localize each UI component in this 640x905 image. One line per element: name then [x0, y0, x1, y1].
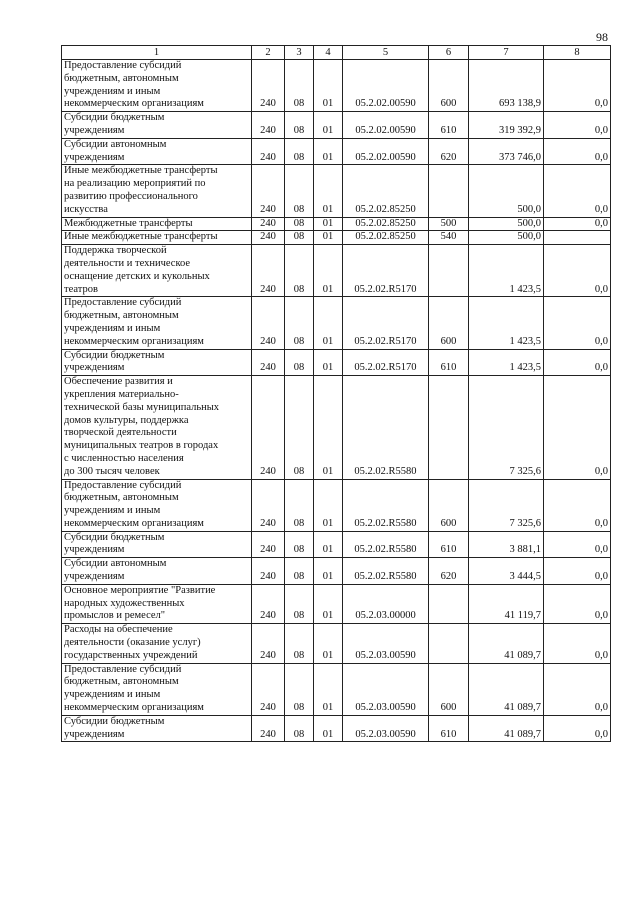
amount-cell-2: 0,0 [544, 349, 611, 376]
code-column-5: 05.2.02.85250 [343, 217, 429, 231]
amount-cell: 41 089,7 [469, 663, 544, 715]
table-row [62, 245, 611, 297]
code-column-6: 600 [429, 479, 469, 531]
amount-cell: 500,0 [469, 165, 544, 217]
code-column-3: 08 [285, 138, 314, 165]
code-column-6: 600 [429, 663, 469, 715]
amount-cell: 7 325,6 [469, 479, 544, 531]
code-column-4: 01 [314, 217, 343, 231]
code-column-3: 08 [285, 349, 314, 376]
code-column-5: 05.2.02.R5170 [343, 297, 429, 349]
code-column-4: 01 [314, 531, 343, 558]
code-column-2: 240 [252, 112, 285, 139]
amount-cell-2: 0,0 [544, 112, 611, 139]
code-column-3: 08 [285, 663, 314, 715]
code-column-4: 01 [314, 297, 343, 349]
code-column-5: 05.2.02.R5170 [343, 349, 429, 376]
amount-cell-2: 0,0 [544, 531, 611, 558]
row-name: Предоставление субсидий бюджетным, автономным учреждениям и иным некоммерческим организациям [62, 297, 252, 349]
amount-cell: 41 119,7 [469, 584, 544, 623]
table-row [62, 112, 611, 139]
amount-cell-2: 0,0 [544, 217, 611, 231]
table-row [62, 60, 611, 112]
amount-cell-2: 0,0 [544, 60, 611, 112]
row-name: Предоставление субсидий бюджетным, автономным учреждениям и иным некоммерческим организациям [62, 60, 252, 112]
row-name: Субсидии бюджетным учреждениям [62, 112, 252, 139]
table-row [62, 217, 611, 231]
amount-cell: 3 881,1 [469, 531, 544, 558]
code-column-4: 01 [314, 138, 343, 165]
budget-table [61, 45, 611, 742]
code-column-3: 08 [285, 60, 314, 112]
code-column-6: 620 [429, 138, 469, 165]
code-column-2: 240 [252, 715, 285, 742]
code-column-6: 540 [429, 231, 469, 245]
code-column-3: 08 [285, 112, 314, 139]
row-name: Межбюджетные трансферты [62, 217, 252, 231]
amount-cell: 1 423,5 [469, 245, 544, 297]
amount-cell: 1 423,5 [469, 349, 544, 376]
code-column-4: 01 [314, 584, 343, 623]
code-column-6: 600 [429, 60, 469, 112]
amount-cell-2: 0,0 [544, 663, 611, 715]
table-row [62, 558, 611, 585]
table-row [62, 531, 611, 558]
code-column-3: 08 [285, 479, 314, 531]
page-number: 98 [596, 30, 608, 44]
amount-cell-2: 0,0 [544, 715, 611, 742]
amount-cell-2: 0,0 [544, 479, 611, 531]
table-row [62, 138, 611, 165]
table-row [62, 231, 611, 245]
code-column-5: 05.2.03.00590 [343, 663, 429, 715]
code-column-2: 240 [252, 60, 285, 112]
code-column-2: 240 [252, 531, 285, 558]
amount-cell-2: 0,0 [544, 297, 611, 349]
amount-cell-2: 0,0 [544, 558, 611, 585]
code-column-4: 01 [314, 558, 343, 585]
table-row [62, 165, 611, 217]
code-column-5: 05.2.02.85250 [343, 231, 429, 245]
row-name: Субсидии бюджетным учреждениям [62, 349, 252, 376]
code-column-4: 01 [314, 479, 343, 531]
amount-cell-2: 0,0 [544, 584, 611, 623]
row-name: Субсидии автономным учреждениям [62, 558, 252, 585]
code-column-4: 01 [314, 663, 343, 715]
code-column-5: 05.2.02.00590 [343, 60, 429, 112]
column-header: 1 [62, 46, 252, 60]
code-column-5: 05.2.03.00000 [343, 584, 429, 623]
table-row [62, 584, 611, 623]
code-column-5: 05.2.02.85250 [343, 165, 429, 217]
code-column-6: 620 [429, 558, 469, 585]
code-column-2: 240 [252, 479, 285, 531]
row-name: Расходы на обеспечение деятельности (оказание услуг) государственных учреждений [62, 624, 252, 663]
code-column-2: 240 [252, 376, 285, 479]
code-column-2: 240 [252, 624, 285, 663]
table-row [62, 624, 611, 663]
row-name: Предоставление субсидий бюджетным, автономным учреждениям и иным некоммерческим организациям [62, 663, 252, 715]
code-column-6: 610 [429, 349, 469, 376]
code-column-2: 240 [252, 297, 285, 349]
code-column-4: 01 [314, 60, 343, 112]
row-name: Иные межбюджетные трансферты [62, 231, 252, 245]
code-column-6 [429, 245, 469, 297]
row-name: Субсидии бюджетным учреждениям [62, 715, 252, 742]
code-column-6: 610 [429, 715, 469, 742]
code-column-3: 08 [285, 558, 314, 585]
code-column-2: 240 [252, 663, 285, 715]
amount-cell: 500,0 [469, 231, 544, 245]
code-column-4: 01 [314, 624, 343, 663]
table-row [62, 297, 611, 349]
code-column-5: 05.2.02.R5580 [343, 558, 429, 585]
code-column-4: 01 [314, 112, 343, 139]
amount-cell-2: 0,0 [544, 138, 611, 165]
code-column-2: 240 [252, 584, 285, 623]
code-column-3: 08 [285, 231, 314, 245]
amount-cell: 1 423,5 [469, 297, 544, 349]
code-column-6: 500 [429, 217, 469, 231]
code-column-6: 600 [429, 297, 469, 349]
code-column-6 [429, 584, 469, 623]
code-column-3: 08 [285, 245, 314, 297]
row-name: Иные межбюджетные трансферты на реализацию мероприятий по развитию профессионального искусства [62, 165, 252, 217]
column-header: 7 [469, 46, 544, 60]
column-header: 8 [544, 46, 611, 60]
code-column-5: 05.2.02.00590 [343, 112, 429, 139]
table-row [62, 376, 611, 479]
code-column-3: 08 [285, 376, 314, 479]
code-column-2: 240 [252, 165, 285, 217]
column-header: 3 [285, 46, 314, 60]
row-name: Обеспечение развития и укрепления материально- технической базы муниципальных домов культуры, поддержка творческой деятельности муниципальных театров в городах с численностью населения до 300 тысяч человек [62, 376, 252, 479]
column-header: 6 [429, 46, 469, 60]
amount-cell-2: 0,0 [544, 165, 611, 217]
table-row [62, 349, 611, 376]
code-column-3: 08 [285, 531, 314, 558]
code-column-5: 05.2.02.R5580 [343, 376, 429, 479]
amount-cell: 693 138,9 [469, 60, 544, 112]
amount-cell: 41 089,7 [469, 715, 544, 742]
amount-cell: 373 746,0 [469, 138, 544, 165]
code-column-5: 05.2.02.R5170 [343, 245, 429, 297]
amount-cell-2: 0,0 [544, 376, 611, 479]
amount-cell-2: 0,0 [544, 624, 611, 663]
table-row [62, 479, 611, 531]
code-column-4: 01 [314, 165, 343, 217]
code-column-3: 08 [285, 624, 314, 663]
row-name: Субсидии автономным учреждениям [62, 138, 252, 165]
code-column-6 [429, 165, 469, 217]
code-column-3: 08 [285, 715, 314, 742]
code-column-3: 08 [285, 165, 314, 217]
code-column-6 [429, 376, 469, 479]
amount-cell: 500,0 [469, 217, 544, 231]
amount-cell: 319 392,9 [469, 112, 544, 139]
amount-cell-2: 0,0 [544, 245, 611, 297]
amount-cell: 7 325,6 [469, 376, 544, 479]
table-row [62, 663, 611, 715]
code-column-5: 05.2.03.00590 [343, 624, 429, 663]
row-name: Предоставление субсидий бюджетным, автономным учреждениям и иным некоммерческим организациям [62, 479, 252, 531]
code-column-6 [429, 624, 469, 663]
code-column-3: 08 [285, 297, 314, 349]
code-column-4: 01 [314, 715, 343, 742]
row-name: Поддержка творческой деятельности и техническое оснащение детских и кукольных театров [62, 245, 252, 297]
code-column-3: 08 [285, 217, 314, 231]
code-column-2: 240 [252, 558, 285, 585]
code-column-5: 05.2.03.00590 [343, 715, 429, 742]
code-column-5: 05.2.02.R5580 [343, 531, 429, 558]
code-column-4: 01 [314, 349, 343, 376]
code-column-2: 240 [252, 217, 285, 231]
code-column-5: 05.2.02.R5580 [343, 479, 429, 531]
row-name: Субсидии бюджетным учреждениям [62, 531, 252, 558]
code-column-6: 610 [429, 112, 469, 139]
row-name: Основное мероприятие "Развитие народных художественных промыслов и ремесел" [62, 584, 252, 623]
code-column-6: 610 [429, 531, 469, 558]
code-column-4: 01 [314, 231, 343, 245]
code-column-2: 240 [252, 349, 285, 376]
amount-cell: 41 089,7 [469, 624, 544, 663]
amount-cell-2 [544, 231, 611, 245]
code-column-5: 05.2.02.00590 [343, 138, 429, 165]
code-column-3: 08 [285, 584, 314, 623]
column-header: 4 [314, 46, 343, 60]
column-header: 2 [252, 46, 285, 60]
code-column-4: 01 [314, 376, 343, 479]
header-row [62, 46, 611, 60]
code-column-4: 01 [314, 245, 343, 297]
code-column-2: 240 [252, 231, 285, 245]
code-column-2: 240 [252, 138, 285, 165]
code-column-2: 240 [252, 245, 285, 297]
amount-cell: 3 444,5 [469, 558, 544, 585]
column-header: 5 [343, 46, 429, 60]
table-row [62, 715, 611, 742]
